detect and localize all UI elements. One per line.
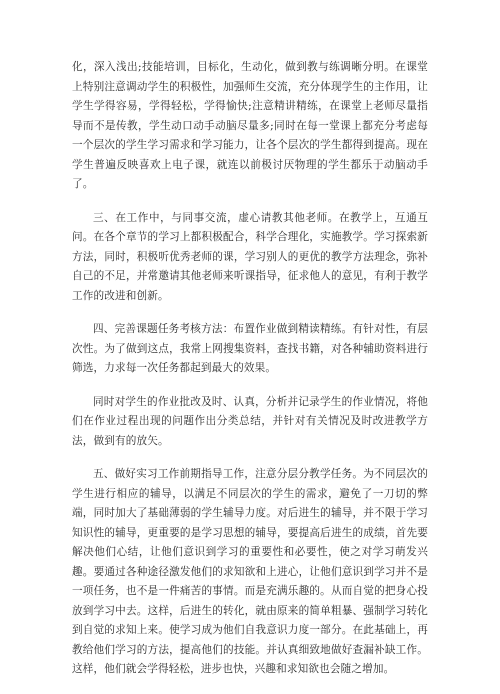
paragraph-continuation: 化，深入浅出;技能培训，目标化，生动化，做到教与练调晰分明。在课堂上特别注意调动学生的积极性，加强师生交流，充分体现学生的主作用，让学生学得容易，学得轻松，学得愉快;注意精讲精练，在课堂上老师尽量指导而不是传教，学生动口动手动脑尽量多;同时在每一堂课上都充分考虑每一个层次的学生学习需求和学习能力，让各个层次的学生都得到提高。现在学生普遍反映喜欢上电子课，就连以前极讨厌物理的学生都乐于动脑动手了。: [72, 61, 428, 190]
paragraph-homework-grading: 同时对学生的作业批改及时、认真，分析并记录学生的作业情况，将他们在作业过程出现的问题作出分类总结，并针对有关情况及时改进教学方法，做到有的放矢。: [72, 395, 428, 447]
document-body: [72, 58, 428, 694]
paragraph-section-four: 四、完善课题任务考核方法：布置作业做到精读精练。有针对性，有层次性。为了做到这点，我常上网搜集资料，查找书籍，对各种辅助资料进行筛选，力求每一次任务都起到最大的效果。: [72, 323, 428, 374]
paragraph-section-three: 三、在工作中，与同事交流，虚心请教其他老师。在教学上，互通互问。在各个章节的学习上都积极配合，科学合理化，实施教学。学习探索新方法，同时，积极听优秀老师的课，学习别人的更优的教学方法理念，弥补自己的不足，并常邀请其他老师来听课指导，征求他人的意见，有利于教学工作的改进和创新。: [72, 211, 428, 302]
paragraph-section-five: 五、做好实习工作前期指导工作，注意分层分教学任务。为不同层次的学生进行相应的辅导，以满足不同层次的学生的需求，避免了一刀切的弊端，同时加大了基础薄弱的学生辅导力度。对后进生的辅导，并不限于学习知识性的辅导，更重要的是学习思想的辅导，要提高后进生的成绩，首先要解决他们心结，让他们意识到学习的重要性和必要性，使之对学习萌发兴趣。要通过各种途径激发他们的求知欲和上进心，让他们意识到学习并不是一项任务，也不是一件痛苦的事情。而是充满乐趣的。从而自觉的把身心投放到学习中去。这样，后进生的转化，就由原来的简单粗暴、强制学习转化到自觉的求知上来。使学习成为他们自我意识力度一部分。在此基础上，再教给他们学习的方法，提高他们的技能。并认真细致地做好查漏补缺工作。这样，他们就会学得轻松，进步也快，兴趣和求知欲也会随之增加。: [72, 468, 428, 675]
